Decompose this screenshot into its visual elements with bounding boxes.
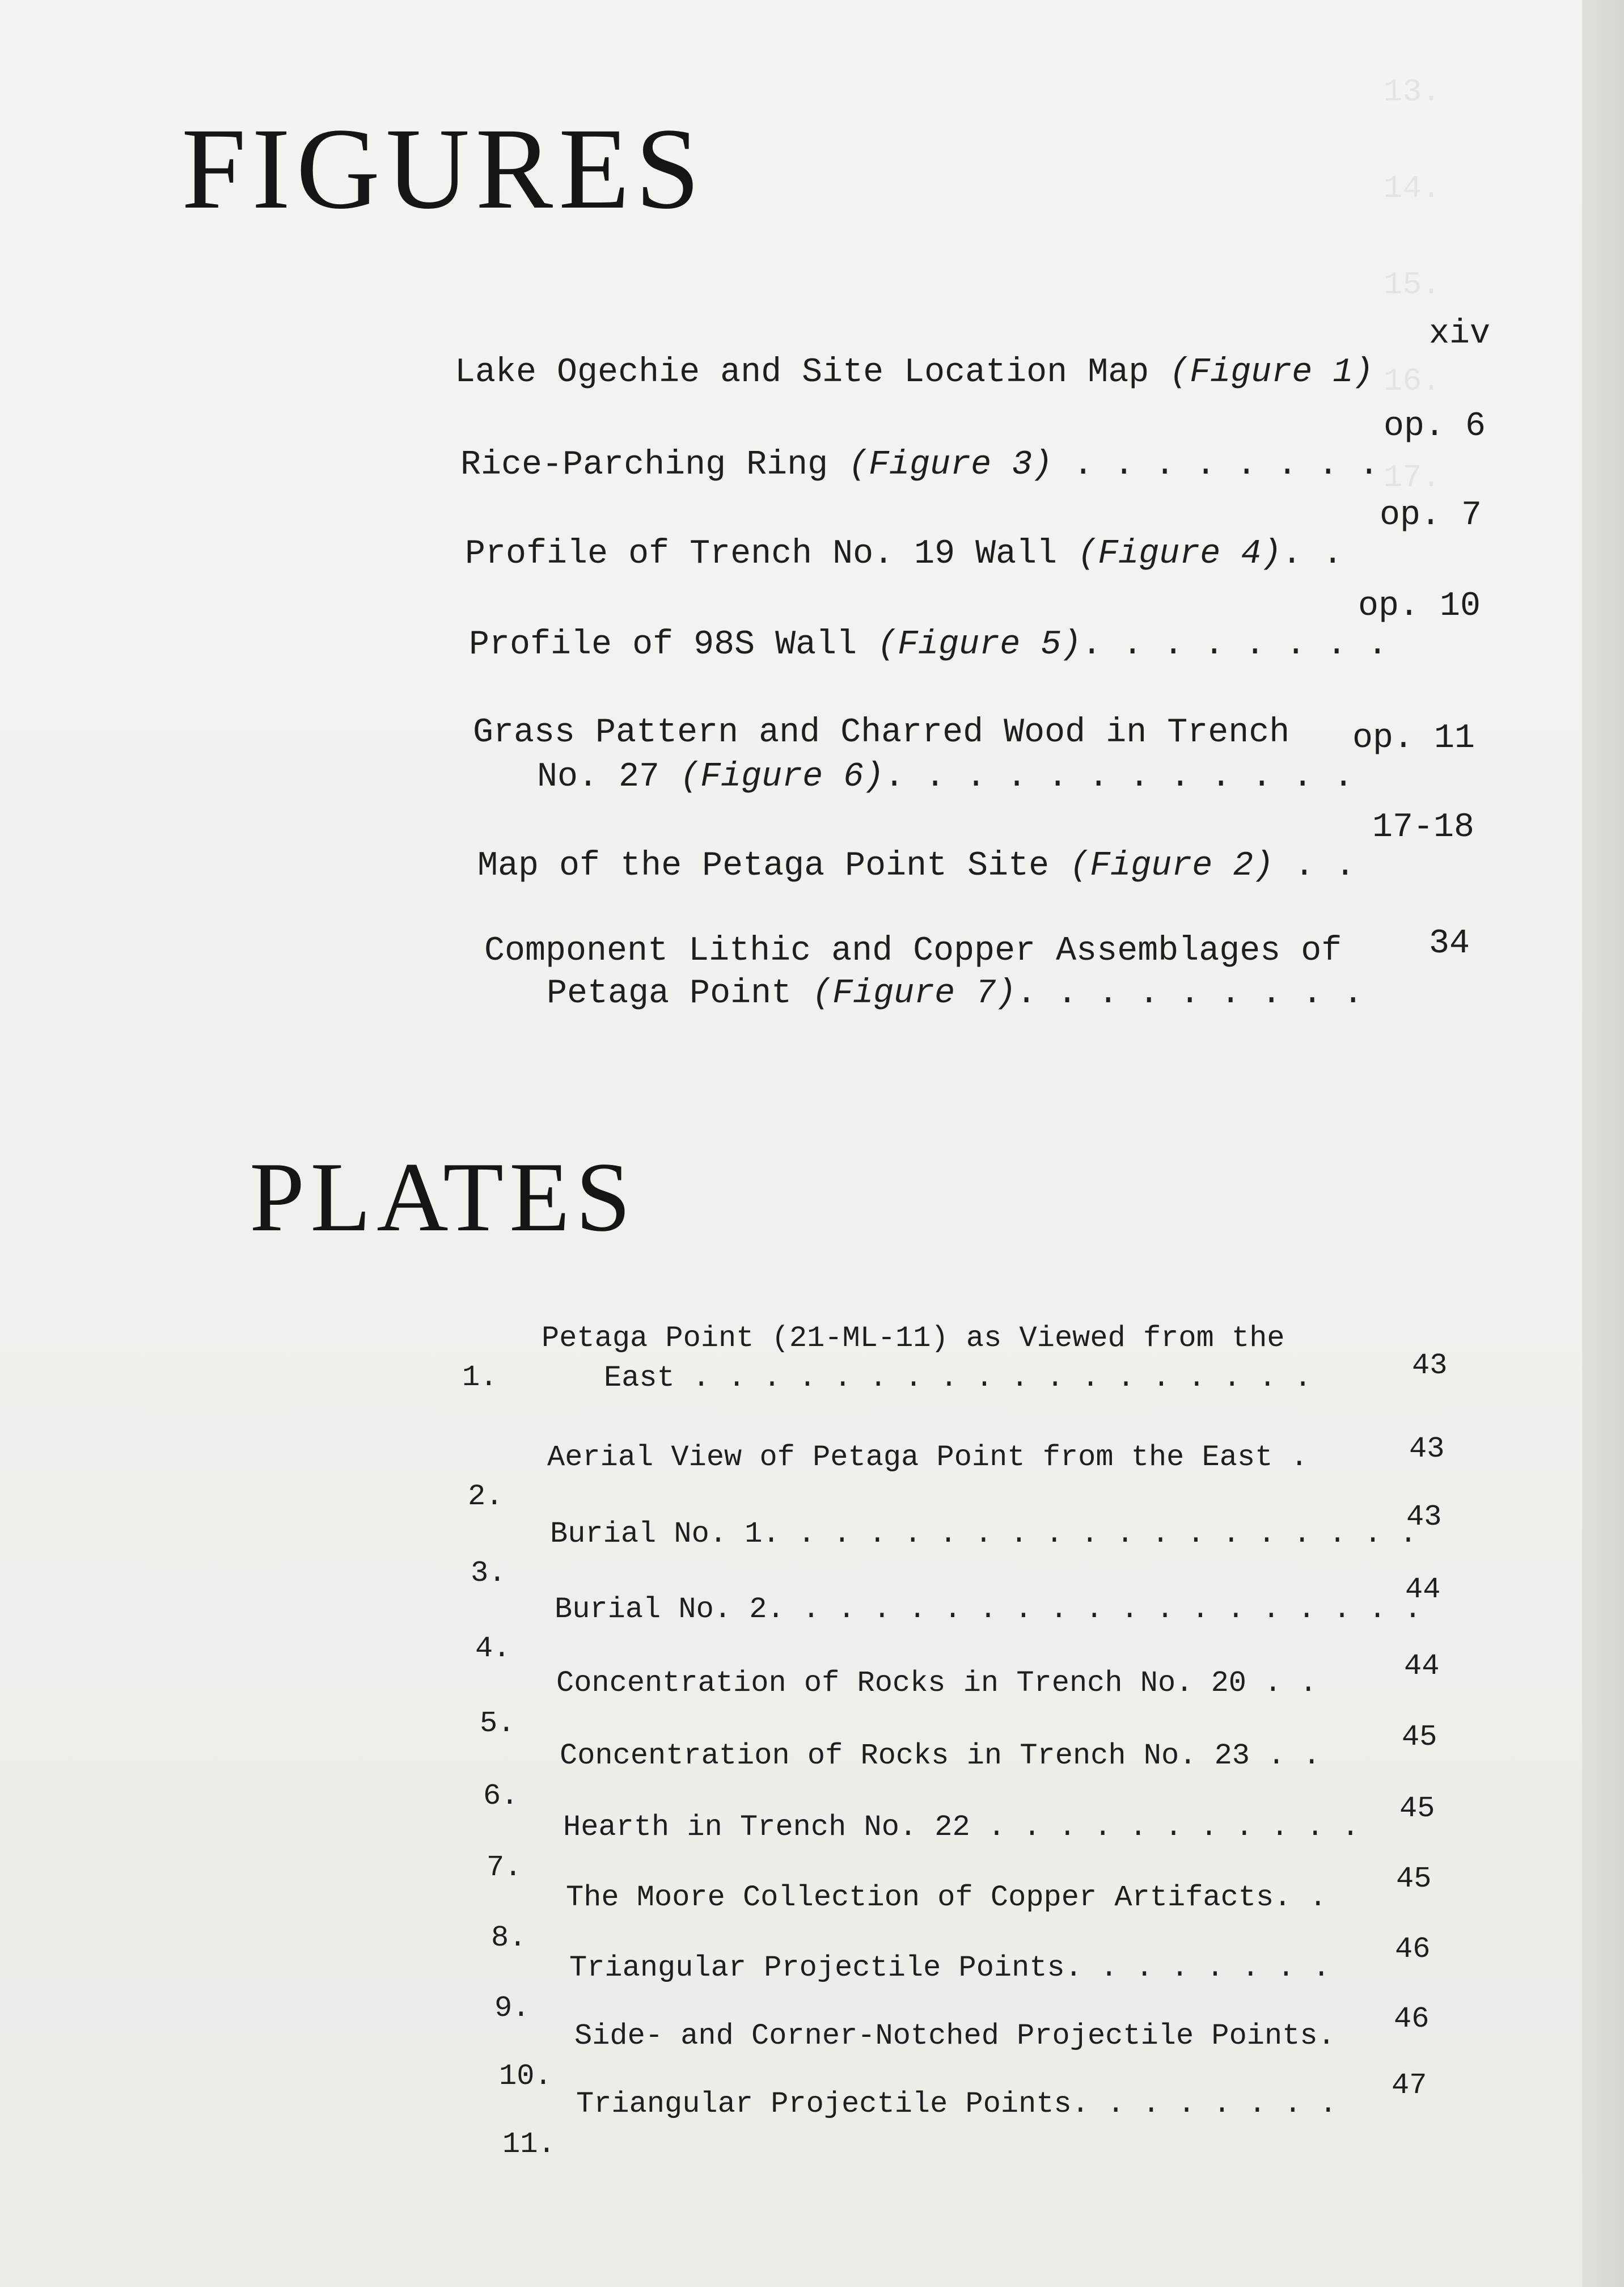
plate-title: Concentration of Rocks in Trench No. 23 [560, 1739, 1250, 1773]
plate-leader: . . . . . . . . [1064, 1951, 1330, 1985]
figure-entry-title: Profile of Trench No. 19 Wall [465, 535, 1058, 573]
plate-title: Concentration of Rocks in Trench No. 20 [556, 1666, 1246, 1700]
bleed-through-mark: 17. [1384, 459, 1441, 496]
figure-entry-page: op. 7 [1380, 496, 1482, 535]
figure-entry-leader: . . . . . . . . [1052, 446, 1380, 484]
figure-entry-leader: . . . . . . . . [1081, 626, 1388, 664]
plate-title: Burial No. 1 [550, 1517, 763, 1551]
plate-number: 7. [487, 1851, 522, 1884]
bleed-through-mark: 13. [1384, 74, 1441, 110]
plate-title: Side- and Corner-Notched Projectile Points [574, 2019, 1318, 2053]
figure-entry-ref: (Figure 4) [1077, 535, 1282, 573]
page-edge [1582, 0, 1624, 2287]
figure-entry-title: No. 27 [537, 758, 660, 796]
plate-page: 45 [1399, 1792, 1435, 1825]
plate-leader: . [1272, 1441, 1308, 1474]
plate-page: 45 [1402, 1720, 1437, 1754]
plate-page: 46 [1394, 2002, 1430, 2036]
plate-number: 1. [462, 1361, 498, 1394]
figure-entry-ref: (Figure 7) [812, 974, 1017, 1013]
plate-title: Aerial View of Petaga Point from the East [547, 1441, 1273, 1474]
figure-entry-title: Grass Pattern and Charred Wood in Trench [473, 714, 1290, 752]
figure-entry-page: 34 [1429, 925, 1470, 963]
figures-heading: FIGURES [181, 104, 706, 233]
plate-leader: . . [1250, 1739, 1321, 1773]
figure-entry-leader: . . [1282, 535, 1343, 573]
plate-leader: . . . . . . . . . . . . . . . . . . [674, 1361, 1312, 1395]
figure-entry-leader: . . [1274, 847, 1356, 885]
bleed-through-mark: 15. [1384, 267, 1441, 303]
plate-number: 2. [468, 1480, 504, 1513]
bleed-through-mark: 14. [1384, 170, 1441, 206]
plate-entry [483, 1720, 1470, 1813]
plate-entry [487, 1792, 1473, 1884]
plate-leader: . . . . . . . . . . . . . . . . . . . [762, 1517, 1418, 1551]
figure-entry-page: 17-18 [1372, 808, 1475, 847]
plate-number: 8. [491, 1921, 527, 1955]
plate-number: 9. [494, 1991, 530, 2025]
figure-entry-ref: (Figure 3) [848, 446, 1053, 484]
plate-page: 43 [1412, 1349, 1448, 1382]
plate-leader: . [1317, 2019, 1335, 2053]
plate-page: 44 [1404, 1649, 1440, 1683]
figure-entry-title: Profile of 98S Wall [469, 626, 857, 664]
plate-number: 10. [499, 2060, 552, 2093]
figure-entry-leader: . . . . . . . . . [1016, 974, 1364, 1013]
plate-title: The Moore Collection of Copper Artifacts [566, 1881, 1274, 1914]
figure-entry-title: Petaga Point [547, 974, 792, 1013]
plate-leader: . . [1274, 1881, 1327, 1914]
plate-number: 11. [502, 2128, 556, 2161]
plate-page: 47 [1392, 2069, 1427, 2102]
plates-heading: PLATES [249, 1142, 637, 1252]
figure-entry-page: op. 6 [1384, 407, 1486, 446]
plate-page: 43 [1409, 1432, 1445, 1466]
plate-page: 46 [1395, 1932, 1431, 1966]
figure-entry-ref: (Figure 2) [1069, 847, 1274, 885]
plate-number: 4. [475, 1632, 511, 1665]
plate-title: Triangular Projectile Points [569, 1951, 1065, 1985]
plate-number: 6. [483, 1779, 519, 1813]
plate-title: East [604, 1361, 675, 1395]
plate-page: 45 [1396, 1862, 1432, 1896]
plate-title: Burial No. 2 [555, 1593, 767, 1626]
plate-leader: . . . . . . . . . . . [970, 1811, 1360, 1844]
figure-entry-title: Rice-Parching Ring [460, 446, 828, 484]
plate-number: 5. [480, 1707, 515, 1740]
figure-entry-title: Map of the Petaga Point Site [477, 847, 1050, 885]
figure-entry-page: op. 10 [1358, 587, 1481, 626]
figure-entry-page: xiv [1429, 315, 1491, 353]
plate-entry [494, 1932, 1481, 2025]
plate-page: 44 [1405, 1573, 1441, 1606]
plate-title: Petaga Point (21-ML-11) as Viewed from the [542, 1322, 1285, 1355]
figure-entry-continued [506, 925, 1470, 1052]
plate-number: 3. [471, 1556, 506, 1590]
plate-entry [475, 1573, 1462, 1665]
plate-title: Triangular Projectile Points [576, 2087, 1072, 2121]
figure-entry-title: Lake Ogechie and Site Location Map [455, 353, 1149, 392]
plate-title: Hearth in Trench No. 22 [563, 1811, 970, 1844]
figure-entry-ref: (Figure 1) [1169, 353, 1374, 392]
figure-entry-leader: . . . . . . . . . . . . [884, 758, 1354, 796]
figure-entry-ref: (Figure 5) [877, 626, 1082, 664]
plate-page: 43 [1406, 1500, 1442, 1534]
plate-leader: . . . . . . . . [1071, 2087, 1337, 2121]
figure-entry-ref: (Figure 6) [680, 758, 885, 796]
figure-entry-title: Component Lithic and Copper Assemblages of [484, 932, 1342, 971]
plate-entry [462, 1322, 1449, 1395]
plate-entry [468, 1432, 1454, 1513]
bleed-through-mark: 16. [1384, 363, 1441, 399]
plate-leader: . . . . . . . . . . . . . . . . . . . [767, 1593, 1422, 1626]
plate-leader: . . [1246, 1666, 1317, 1700]
figure-entry-page: op. 11 [1352, 719, 1475, 758]
